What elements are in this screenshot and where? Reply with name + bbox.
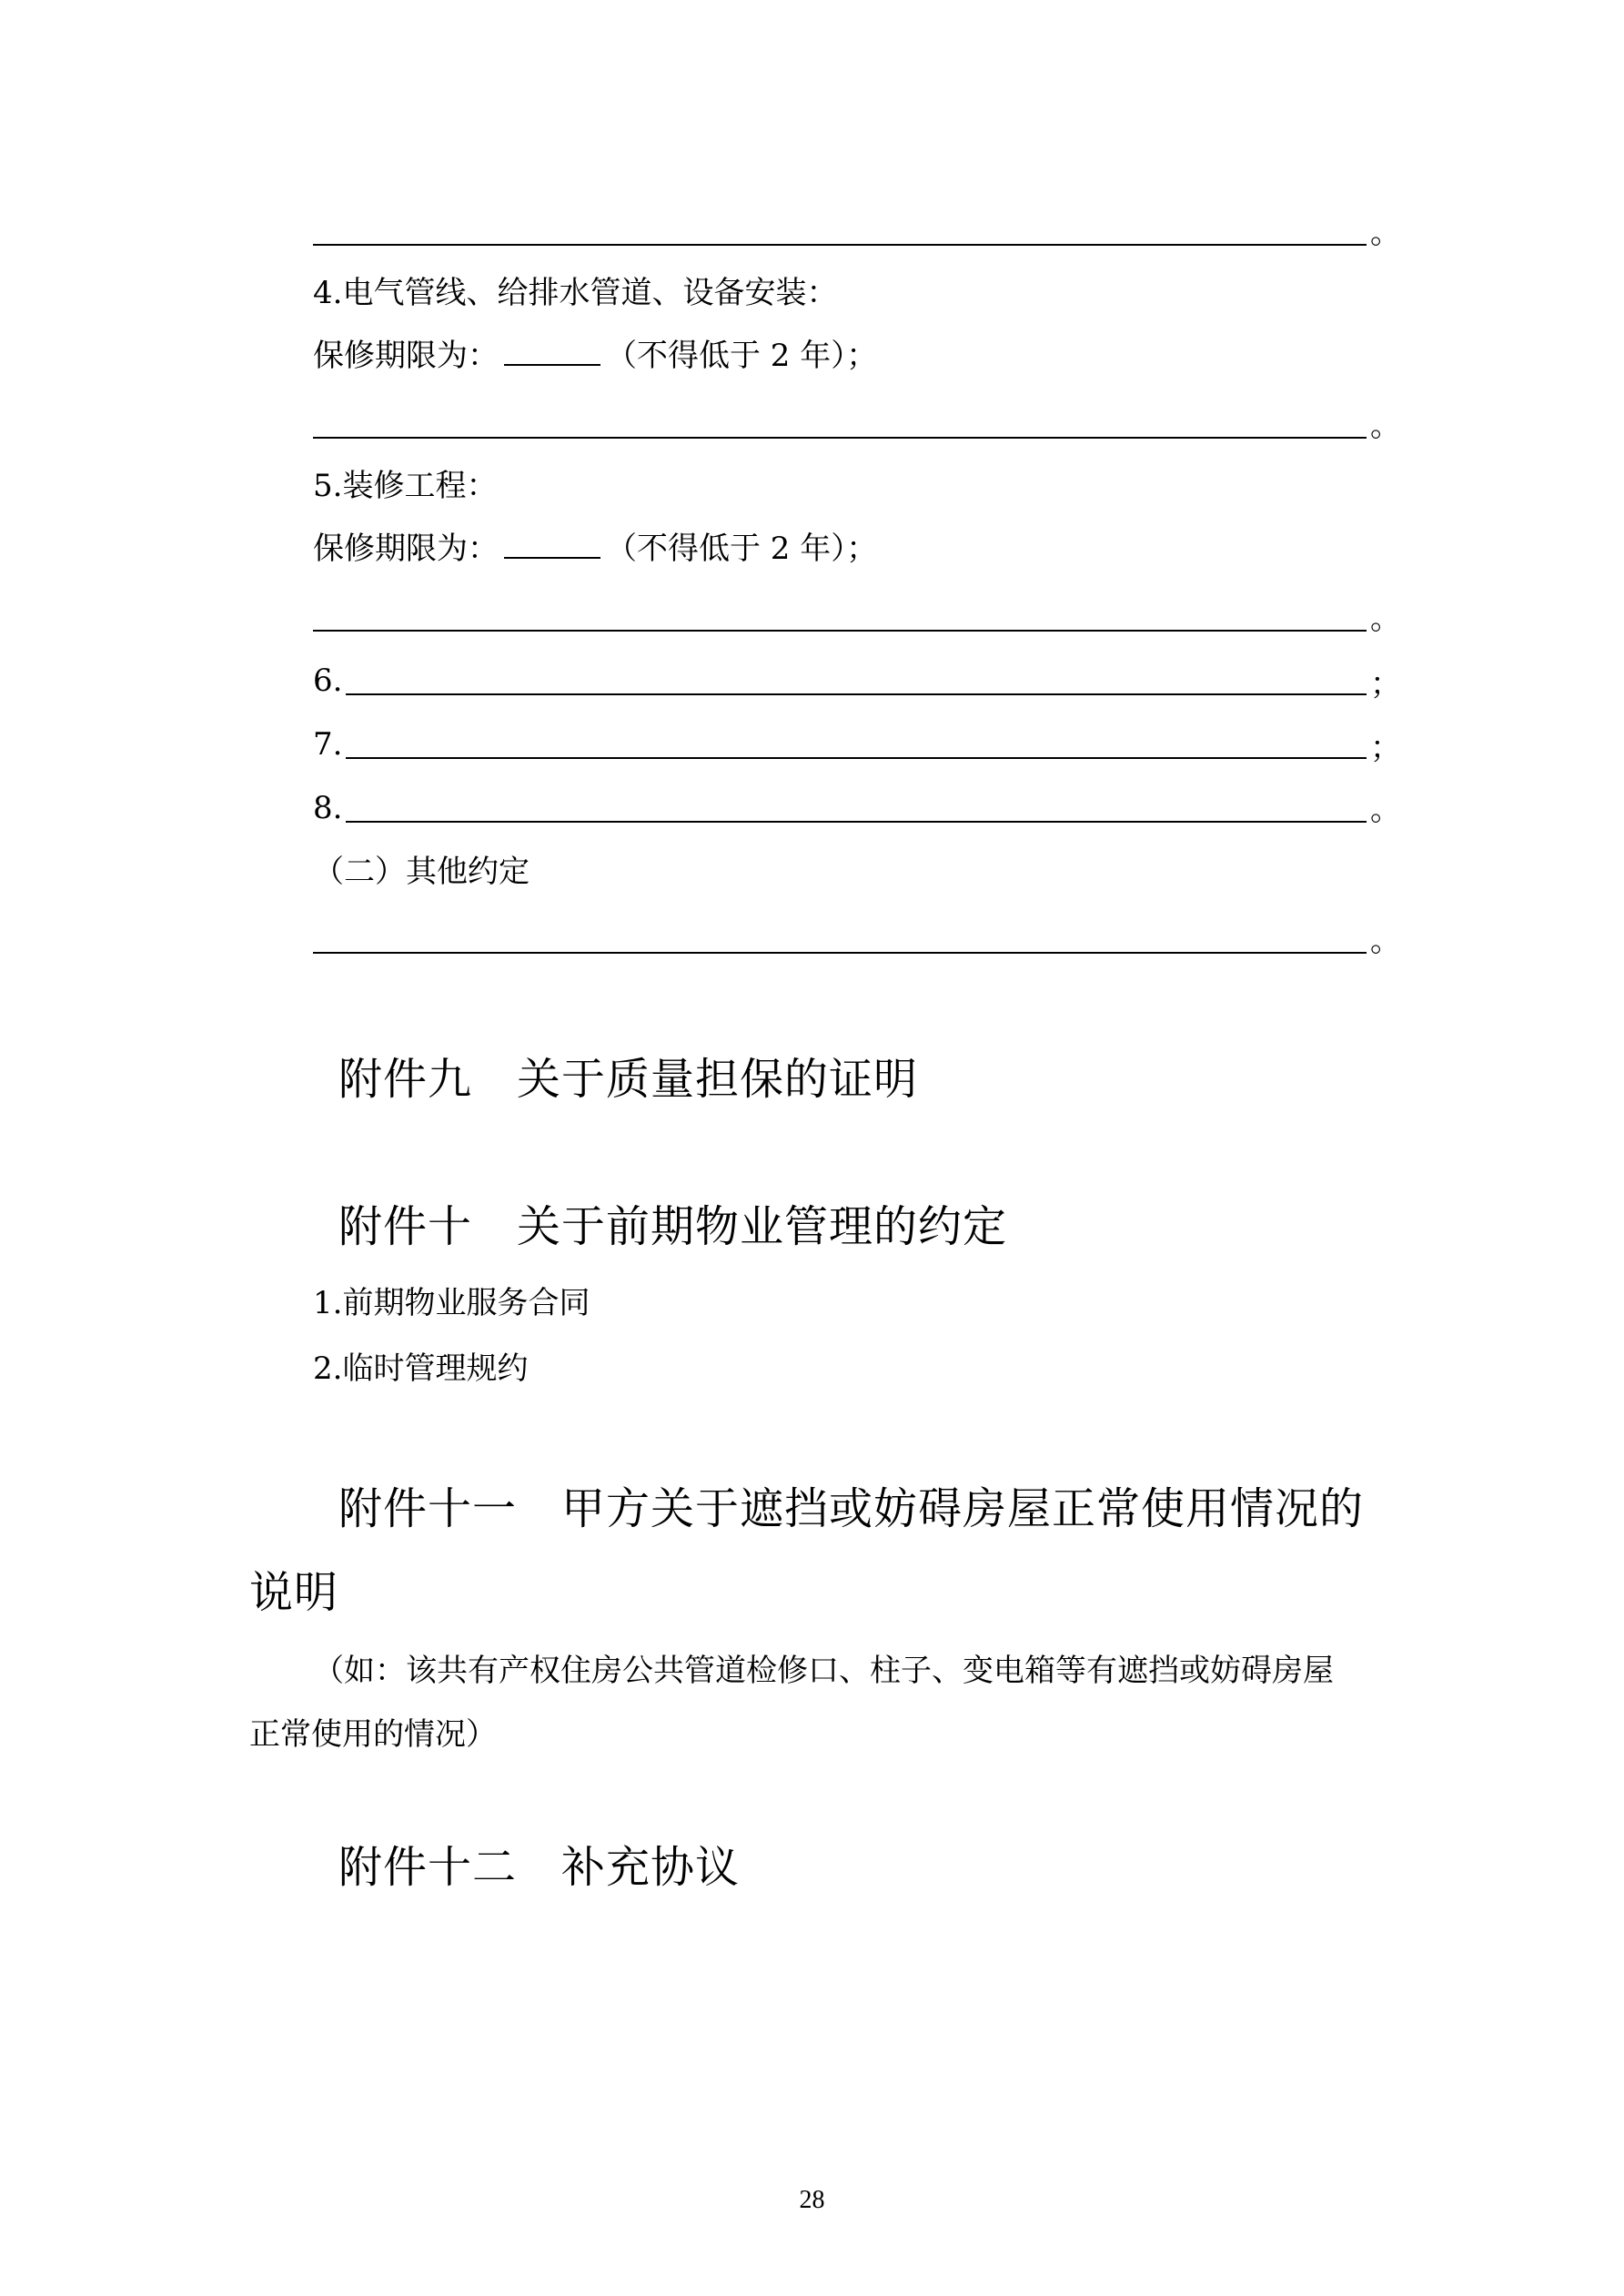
annex11-heading-line2: 说明 (249, 1567, 339, 1618)
page-number: 28 (799, 2186, 825, 2214)
item5-period-row (313, 530, 877, 567)
item7-fill-line (346, 757, 1367, 759)
other-fill-line (313, 952, 1367, 954)
annex12-heading: 附件十二 补充协议 (338, 1842, 741, 1893)
annex11-heading-line1: 附件十一 甲方关于遮挡或妨碍房屋正常使用情况的 (338, 1483, 1365, 1534)
item4-title: 4.电气管线、给排水管道、设备安装： (313, 275, 838, 311)
other-end-punct: 。 (1370, 923, 1401, 959)
item5-title: 5.装修工程： (313, 468, 498, 504)
other-agreements-label: （二）其他约定 (313, 854, 530, 890)
annex11-note-line2: 正常使用的情况） (249, 1716, 497, 1753)
item6-end-punct: ； (1370, 666, 1401, 703)
item5-period-label: 保修期限为： (313, 531, 499, 567)
item8-fill-line (346, 821, 1367, 823)
annex10-item-1: 1.前期物业服务合同 (313, 1285, 590, 1321)
item7-number: 7. (313, 726, 343, 763)
annex9-heading: 附件九 关于质量担保的证明 (338, 1054, 919, 1105)
item4-period-note: （不得低于 2 年）； (606, 338, 878, 374)
item4-end-punct: 。 (1370, 408, 1401, 444)
item7-end-punct: ； (1370, 730, 1401, 766)
item5-fill-line (313, 630, 1367, 632)
item6-fill-line (346, 693, 1367, 695)
item4-period-row (313, 337, 877, 374)
item5-period-note: （不得低于 2 年）； (606, 531, 878, 567)
annex10-heading: 附件十 关于前期物业管理的约定 (338, 1201, 1008, 1252)
fill-line-1 (313, 244, 1367, 246)
item8-end-punct: 。 (1370, 792, 1401, 828)
item4-period-label: 保修期限为： (313, 338, 499, 374)
annex11-note-line1: （如：该共有产权住房公共管道检修口、柱子、变电箱等有遮挡或妨碍房屋 (313, 1653, 1334, 1689)
item5-end-punct: 。 (1370, 601, 1401, 637)
item4-fill-line (313, 437, 1367, 439)
annex10-item-2: 2.临时管理规约 (313, 1350, 529, 1387)
item8-number: 8. (313, 790, 343, 826)
item4-period-blank[interactable] (504, 337, 600, 366)
item5-period-blank[interactable] (504, 530, 600, 559)
item6-number: 6. (313, 663, 343, 699)
line-end-punct: 。 (1370, 215, 1401, 251)
